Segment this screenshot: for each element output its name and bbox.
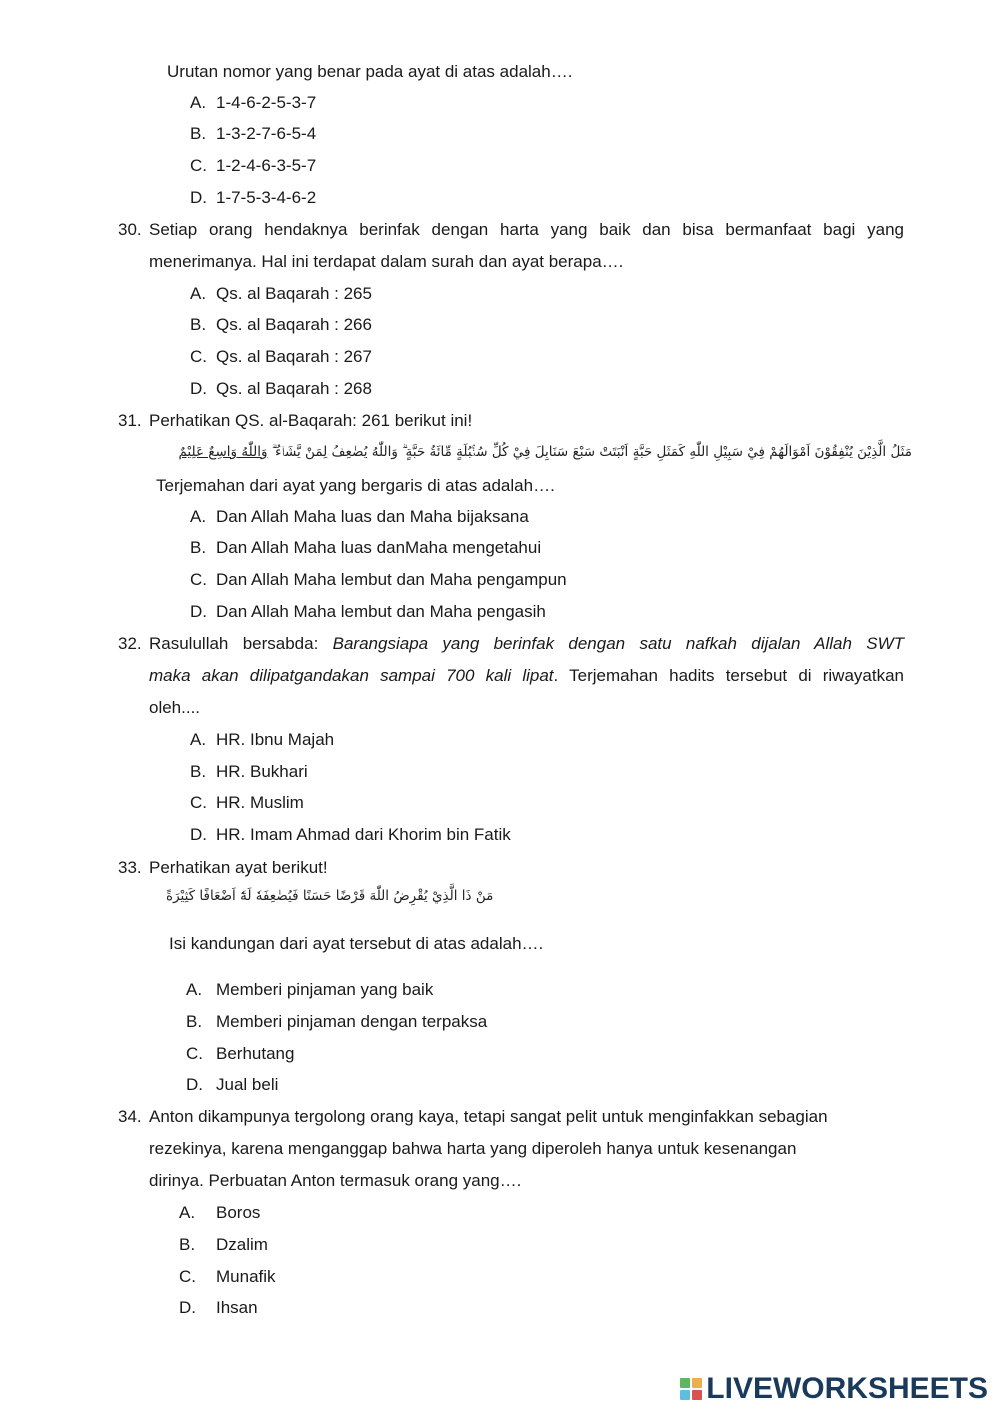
q34-option-c-letter: C. bbox=[179, 1267, 196, 1286]
q32-hadith-part1: Barangsiapa yang berinfak dengan satu nafkah dijalan Allah SWT bbox=[332, 634, 904, 653]
q30-text-line2: menerimanya. Hal ini terdapat dalam surah dan ayat berapa…. bbox=[149, 252, 624, 271]
q29-option-b-letter: B. bbox=[190, 124, 207, 143]
q33-option-c[interactable]: Berhutang bbox=[216, 1044, 295, 1063]
q30-text-line1: Setiap orang hendaknya berinfak dengan harta yang baik dan bisa bermanfaat bagi yang bbox=[149, 220, 904, 239]
q32-hadith-part2: maka akan dilipatgandakan sampai 700 kali lipat bbox=[149, 666, 554, 685]
q29-option-a[interactable]: 1-4-6-2-5-3-7 bbox=[216, 93, 317, 112]
q31-arabic-main: مَثَلُ الَّذِيْنَ يُنْفِقُوْنَ اَمْوَالَهُمْ فِيْ سَبِيْلِ اللّٰهِ كَمَثَلِ حَبَّةٍ اَنْبَتَتْ سَبْعَ سَنَابِلَ فِيْ كُلِّ سُنْۢبُلَةٍ مِّائَةُ حَبَّةٍ ۗ وَاللّٰهُ يُضٰعِفُ لِمَنْ يَّشَاۤءُ ۗ bbox=[271, 444, 912, 460]
q33-text-line1: Perhatikan ayat berikut! bbox=[149, 858, 328, 877]
q33-option-c-letter: C. bbox=[186, 1044, 203, 1063]
q32-tail: . Terjemahan hadits tersebut di riwayatkan bbox=[553, 666, 904, 685]
q34-option-b-letter: B. bbox=[179, 1235, 196, 1254]
q31-option-d-letter: D. bbox=[190, 602, 207, 621]
q29-prompt: Urutan nomor yang benar pada ayat di atas adalah…. bbox=[167, 62, 573, 81]
q31-arabic-underlined: وَاللّٰهُ وَاسِعٌ عَلِيْمٌ bbox=[178, 444, 268, 460]
q31-option-b-letter: B. bbox=[190, 538, 207, 557]
q31-prompt: Terjemahan dari ayat yang bergaris di atas adalah…. bbox=[156, 476, 555, 495]
q34-option-a[interactable]: Boros bbox=[216, 1203, 261, 1222]
q34-text-line2: rezekinya, karena menganggap bahwa harta yang diperoleh hanya untuk kesenangan bbox=[149, 1139, 797, 1158]
logo-square-1 bbox=[680, 1378, 690, 1388]
q30-option-d[interactable]: Qs. al Baqarah : 268 bbox=[216, 379, 372, 398]
q34-text-line3: dirinya. Perbuatan Anton termasuk orang yang…. bbox=[149, 1171, 522, 1190]
q29-option-c[interactable]: 1-2-4-6-3-5-7 bbox=[216, 156, 317, 175]
q33-option-d-letter: D. bbox=[186, 1075, 203, 1094]
logo-mark-icon bbox=[680, 1378, 702, 1400]
q31-option-d[interactable]: Dan Allah Maha lembut dan Maha pengasih bbox=[216, 602, 546, 621]
q29-option-a-letter: A. bbox=[190, 93, 207, 112]
q31-option-b[interactable]: Dan Allah Maha luas danMaha mengetahui bbox=[216, 538, 542, 557]
q33-option-b[interactable]: Memberi pinjaman dengan terpaksa bbox=[216, 1012, 488, 1031]
q31-number: 31. bbox=[118, 411, 142, 430]
q32-text-line1 bbox=[149, 633, 904, 655]
q31-text-line1: Perhatikan QS. al-Baqarah: 261 berikut ini! bbox=[149, 411, 473, 430]
q33-option-a[interactable]: Memberi pinjaman yang baik bbox=[216, 980, 434, 999]
q30-option-b-letter: B. bbox=[190, 315, 207, 334]
logo-square-3 bbox=[680, 1390, 690, 1400]
q31-option-a-letter: A. bbox=[190, 507, 207, 526]
logo-brand-text: LIVEWORKSHEETS bbox=[706, 1372, 988, 1405]
q32-option-a[interactable]: HR. Ibnu Majah bbox=[216, 730, 335, 749]
q30-option-c-letter: C. bbox=[190, 347, 207, 366]
q32-option-c-letter: C. bbox=[190, 793, 207, 812]
q32-lead: Rasulullah bersabda: bbox=[149, 634, 333, 653]
q33-arabic-verse: مَنْ ذَا الَّذِيْ يُقْرِضُ اللّٰهَ قَرْضًا حَسَنًا فَيُضٰعِفَهٗ لَهٗٓ اَضْعَافًا كَثِيْرَةً bbox=[166, 888, 494, 904]
q29-option-b[interactable]: 1-3-2-7-6-5-4 bbox=[216, 124, 317, 143]
q34-option-c[interactable]: Munafik bbox=[216, 1267, 276, 1286]
q34-number: 34. bbox=[118, 1107, 142, 1126]
q32-text-line3: oleh.... bbox=[149, 698, 201, 717]
q34-option-b[interactable]: Dzalim bbox=[216, 1235, 268, 1254]
q30-option-d-letter: D. bbox=[190, 379, 207, 398]
q31-option-c[interactable]: Dan Allah Maha lembut dan Maha pengampun bbox=[216, 570, 567, 589]
q30-option-c[interactable]: Qs. al Baqarah : 267 bbox=[216, 347, 372, 366]
q33-number: 33. bbox=[118, 858, 142, 877]
q34-option-d-letter: D. bbox=[179, 1298, 196, 1317]
q32-option-c[interactable]: HR. Muslim bbox=[216, 793, 304, 812]
q29-option-d[interactable]: 1-7-5-3-4-6-2 bbox=[216, 188, 317, 207]
q29-option-c-letter: C. bbox=[190, 156, 207, 175]
q32-number: 32. bbox=[118, 634, 142, 653]
q31-option-a[interactable]: Dan Allah Maha luas dan Maha bijaksana bbox=[216, 507, 529, 526]
q30-option-a-letter: A. bbox=[190, 284, 207, 303]
q33-prompt: Isi kandungan dari ayat tersebut di atas adalah…. bbox=[169, 934, 544, 953]
q32-option-b[interactable]: HR. Bukhari bbox=[216, 762, 308, 781]
q32-option-d-letter: D. bbox=[190, 825, 207, 844]
q31-arabic-verse bbox=[178, 440, 912, 464]
q34-text-line1: Anton dikampunya tergolong orang kaya, tetapi sangat pelit untuk menginfakkan sebagian bbox=[149, 1107, 828, 1126]
q30-option-a[interactable]: Qs. al Baqarah : 265 bbox=[216, 284, 372, 303]
q30-number: 30. bbox=[118, 220, 142, 239]
q32-option-a-letter: A. bbox=[190, 730, 207, 749]
q34-option-a-letter: A. bbox=[179, 1203, 196, 1222]
q30-option-b[interactable]: Qs. al Baqarah : 266 bbox=[216, 315, 372, 334]
logo-square-2 bbox=[692, 1378, 702, 1388]
logo-square-4 bbox=[692, 1390, 702, 1400]
q32-text-line2 bbox=[149, 665, 904, 687]
q29-option-d-letter: D. bbox=[190, 188, 207, 207]
q32-option-b-letter: B. bbox=[190, 762, 207, 781]
q33-option-d[interactable]: Jual beli bbox=[216, 1075, 279, 1094]
q33-option-b-letter: B. bbox=[186, 1012, 203, 1031]
q34-option-d[interactable]: Ihsan bbox=[216, 1298, 258, 1317]
q31-option-c-letter: C. bbox=[190, 570, 207, 589]
liveworksheets-logo[interactable] bbox=[680, 1374, 988, 1404]
q32-option-d[interactable]: HR. Imam Ahmad dari Khorim bin Fatik bbox=[216, 825, 511, 844]
q33-option-a-letter: A. bbox=[186, 980, 203, 999]
